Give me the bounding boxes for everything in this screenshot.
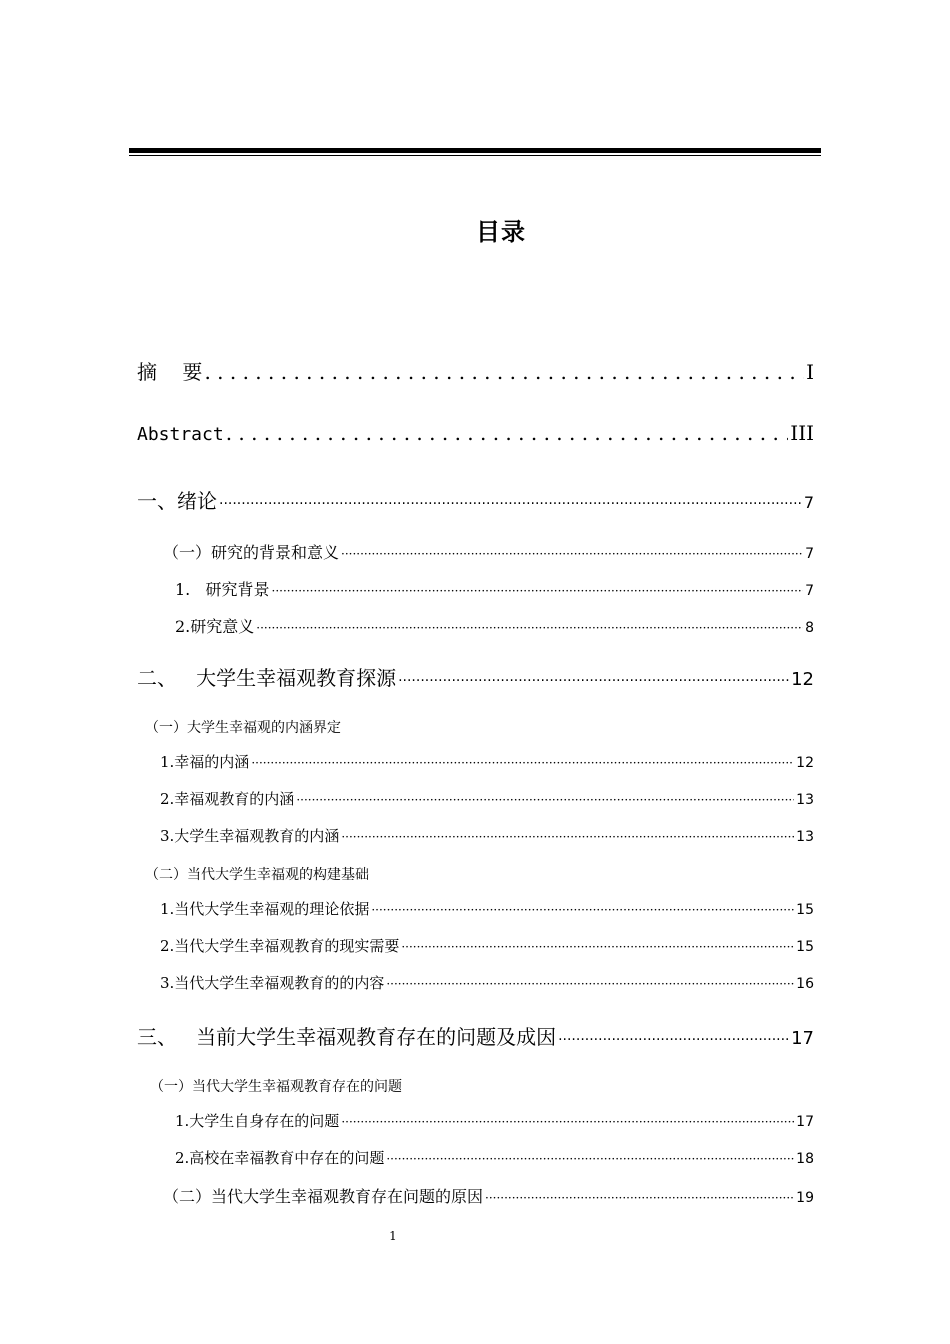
- toc-entry-chapter-1[interactable]: [137, 485, 814, 514]
- toc-entry-subsection-2-1-3[interactable]: [160, 825, 814, 846]
- dot-leader: [371, 903, 794, 917]
- dot-leader: [204, 360, 804, 384]
- toc-entry-label: 1.幸福的内涵: [160, 753, 250, 771]
- toc-entry-section-1-1[interactable]: [163, 540, 814, 563]
- dot-leader: [398, 673, 789, 689]
- toc-entry-page: 13: [796, 829, 814, 845]
- toc-entry-subsection-1-1-1[interactable]: [175, 577, 814, 600]
- toc-entry-subsection-3-1-2[interactable]: [175, 1147, 814, 1168]
- toc-entry-subsection-1-1-2[interactable]: [175, 614, 814, 637]
- dot-leader: [386, 1152, 794, 1166]
- toc-entry-label: （二）当代大学生幸福观教育存在问题的原因: [163, 1187, 484, 1206]
- header-rule-thick: [129, 148, 821, 153]
- toc-entry-label: 3.当代大学生幸福观教育的的内容: [160, 974, 385, 992]
- toc-entry-chapter-3[interactable]: [137, 1021, 814, 1050]
- toc-entry-page: 17: [791, 1028, 814, 1049]
- toc-entry-label: Abstract: [137, 424, 224, 445]
- toc-entry-page: 7: [805, 583, 814, 599]
- toc-entry-label: 2.高校在幸福教育中存在的问题: [175, 1149, 385, 1167]
- toc-entry-section-3-1[interactable]: （一）当代大学生幸福观教育存在的问题: [150, 1079, 402, 1095]
- toc-entry-abstract-cn[interactable]: [137, 356, 814, 385]
- toc-entry-section-3-2[interactable]: [163, 1184, 814, 1207]
- dot-leader: [401, 940, 794, 954]
- toc-entry-page: 15: [796, 902, 814, 918]
- page-number: 1: [389, 1229, 397, 1243]
- dot-leader: [296, 793, 794, 807]
- toc-entry-page: 17: [796, 1114, 814, 1130]
- toc-entry-page: I: [806, 360, 814, 384]
- toc-entry-page: 7: [805, 546, 814, 562]
- toc-entry-label: 2.当代大学生幸福观教育的现实需要: [160, 937, 400, 955]
- toc-entry-page: 13: [796, 792, 814, 808]
- dot-leader: [341, 547, 803, 561]
- toc-entry-abstract-en[interactable]: [137, 421, 814, 445]
- dot-leader: [226, 421, 789, 445]
- toc-entry-page: III: [790, 421, 814, 445]
- dot-leader: [341, 1115, 794, 1129]
- toc-entry-label: 1. 研究背景: [175, 580, 270, 599]
- header-rule-thin: [129, 155, 821, 156]
- dot-leader: [386, 977, 794, 991]
- dot-leader: [256, 621, 803, 635]
- toc-entry-label: 1.当代大学生幸福观的理论依据: [160, 900, 370, 918]
- toc-entry-label: 二、 大学生幸福观教育探源: [137, 666, 397, 690]
- toc-entry-chapter-2[interactable]: [137, 662, 814, 691]
- toc-entry-label: 摘 要: [137, 360, 203, 384]
- toc-entry-label: 三、 当前大学生幸福观教育存在的问题及成因: [137, 1025, 557, 1049]
- toc-entry-subsection-2-2-3[interactable]: [160, 972, 814, 993]
- toc-entry-page: 16: [796, 976, 814, 992]
- dot-leader: [341, 830, 794, 844]
- dot-leader: [485, 1191, 794, 1205]
- toc-entry-label: 2.幸福观教育的内涵: [160, 790, 295, 808]
- toc-entry-subsection-3-1-1[interactable]: [175, 1110, 814, 1131]
- toc-entry-label: 2.研究意义: [175, 617, 255, 636]
- toc-entry-page: 19: [796, 1190, 814, 1206]
- toc-title: 目录: [476, 218, 526, 246]
- dot-leader: [219, 496, 802, 512]
- dot-leader: [558, 1032, 789, 1048]
- toc-entry-page: 15: [796, 939, 814, 955]
- toc-entry-page: 18: [796, 1151, 814, 1167]
- toc-entry-subsection-2-2-1[interactable]: [160, 898, 814, 919]
- toc-entry-label: （一）研究的背景和意义: [163, 543, 340, 562]
- toc-entry-subsection-2-2-2[interactable]: [160, 935, 814, 956]
- toc-entry-page: 7: [803, 493, 814, 512]
- toc-entry-subsection-2-1-2[interactable]: [160, 788, 814, 809]
- toc-entry-subsection-2-1-1[interactable]: [160, 751, 814, 772]
- toc-entry-page: 12: [791, 669, 814, 690]
- dot-leader: [272, 584, 804, 598]
- toc-entry-page: 8: [805, 620, 814, 636]
- toc-entry-label: 1.大学生自身存在的问题: [175, 1112, 340, 1130]
- toc-entry-section-2-1[interactable]: （一）大学生幸福观的内涵界定: [145, 720, 341, 736]
- dot-leader: [251, 756, 794, 770]
- toc-entry-label: 一、绪论: [137, 489, 217, 513]
- toc-entry-section-2-2[interactable]: （二）当代大学生幸福观的构建基础: [145, 867, 369, 883]
- toc-entry-label: 3.大学生幸福观教育的内涵: [160, 827, 340, 845]
- toc-entry-page: 12: [796, 755, 814, 771]
